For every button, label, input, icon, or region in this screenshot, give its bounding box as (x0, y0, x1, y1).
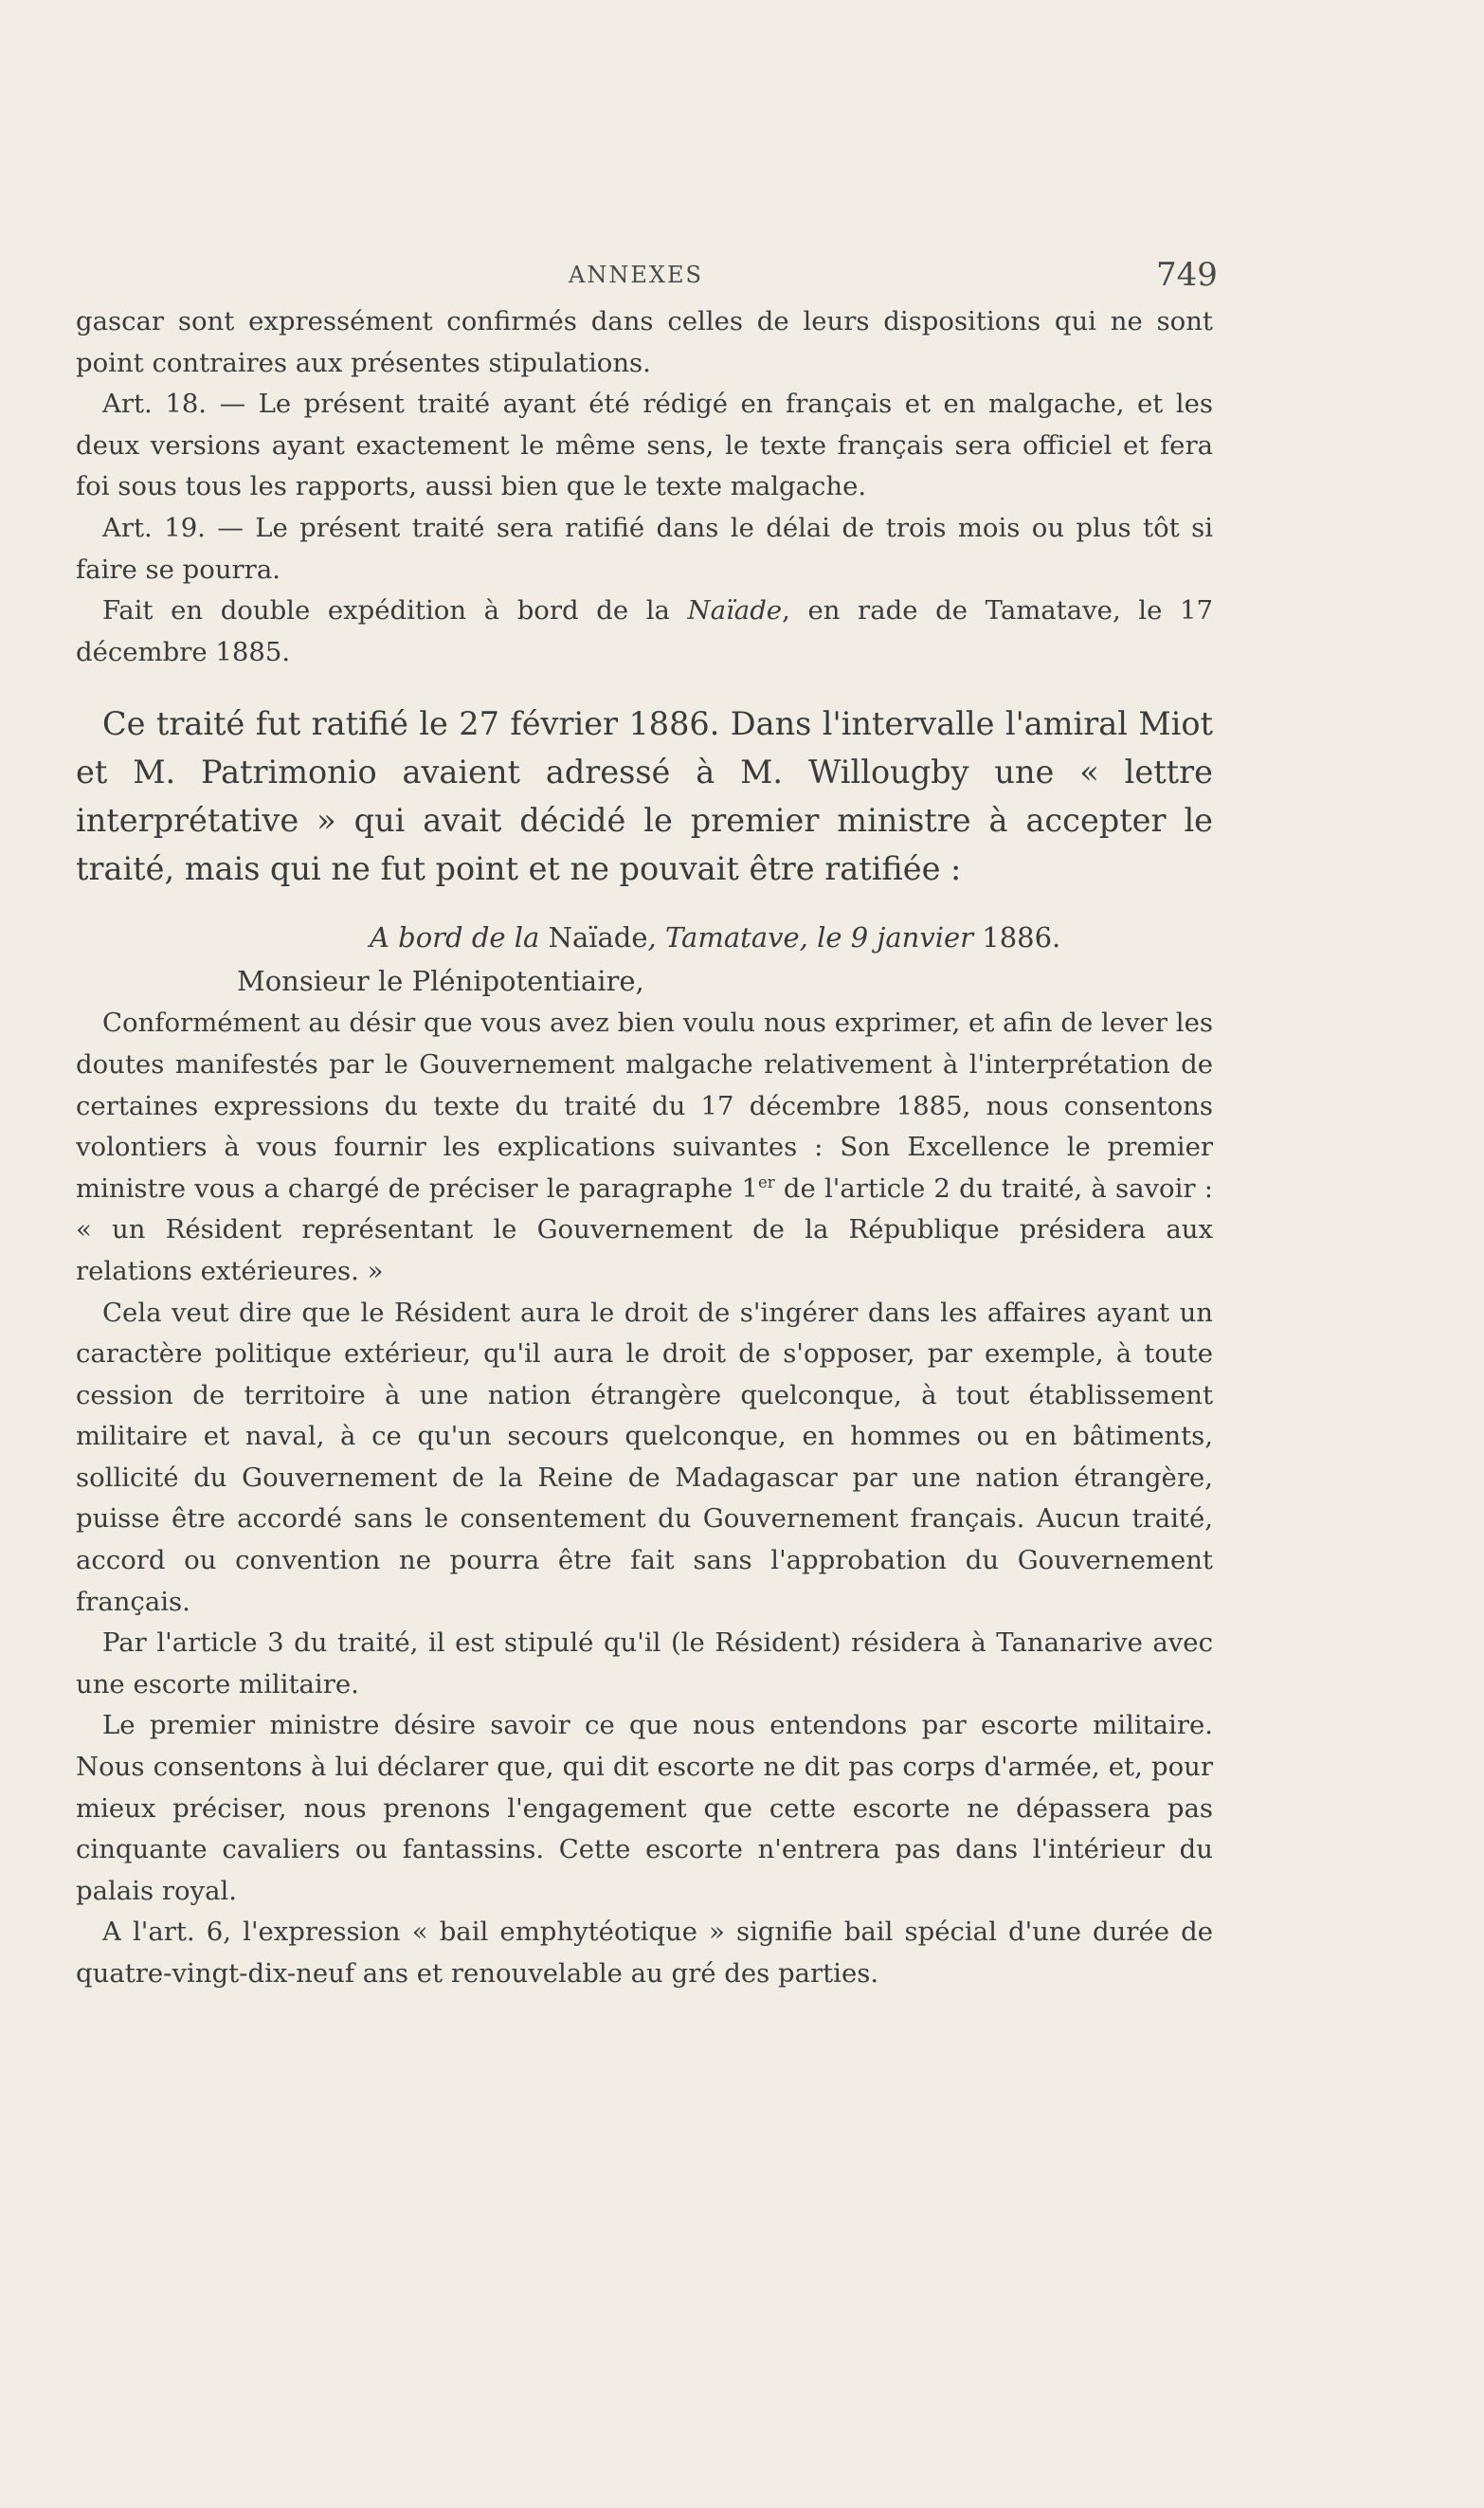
article-18-label: Art. 18. (102, 389, 208, 420)
article-19-label: Art. 19. (102, 512, 206, 543)
article-18 (76, 384, 1213, 508)
letter-paragraph-1-start: Conformément au désir que vous avez bien voulu nous exprimer, et afin de lever les doutes manifestés par le Gouvernement malgache relativement à l'interprétation de certaines expressions du texte du traité du 17 décembre 1885, nous consentons volontiers à vous fournir les explications suivantes : Son Excellence le premier ministre vous a chargé de préciser le paragraphe 1 (76, 1008, 1213, 1204)
article-18-text: — Le présent traité ayant été rédigé en français et en malgache, et les deux versions ayant exactement le même sens, le texte français sera officiel et fera foi sous tous les rapports, aussi bien que le texte malgache. (76, 389, 1213, 502)
ship-name: Naïade (687, 595, 783, 627)
page-header (0, 256, 1484, 294)
signature-line-end: , en rade de Tamatave, le 17 décembre 1885. (76, 595, 1213, 667)
letter-paragraph-1 (76, 1003, 1213, 1292)
letter-dateline (76, 916, 1213, 959)
letter-salutation: Monsieur le Plénipotentiaire, (237, 965, 644, 998)
article-19-text: — Le présent traité sera ratifié dans le délai de trois mois ou plus tôt si faire se pourra. (76, 512, 1214, 585)
ordinal-superscript: er (758, 1172, 775, 1191)
letter-paragraph-1-end: de l'article 2 du traité, à savoir : « un Résident représentant le Gouvernement de la République présidera aux relations extérieures. » (76, 1172, 1213, 1286)
commentary-paragraph: Ce traité fut ratifié le 27 février 1886. Dans l'intervalle l'amiral Miot et M. Patrimonio avaient adressé à M. Willougby une « lettre interprétative » qui avait décidé le premier ministre à accepter le traité, mais qui ne fut point et ne pouvait être ratifiée : (76, 705, 1213, 888)
running-title: ANNEXES (569, 262, 703, 288)
page-body (76, 301, 1213, 1995)
dateline-prefix: A bord de la (370, 921, 549, 954)
article-19 (76, 508, 1213, 591)
treaty-paragraph-continued: gascar sont expressément confirmés dans celles de leurs dispositions qui ne sont point contraires aux présentes stipulations. (76, 306, 1213, 378)
signature-line-start: Fait en double expédition à bord de la (102, 595, 688, 627)
letter-paragraph-5: A l'art. 6, l'expression « bail emphytéotique » signifie bail spécial d'une durée de quatre-vingt-dix-neuf ans et renouvelable au gré des parties. (76, 1917, 1213, 1989)
page-number: 749 (1156, 256, 1218, 294)
dateline-ship: Naïade (548, 921, 648, 954)
letter-paragraph-3: Par l'article 3 du traité, il est stipulé qu'il (le Résident) résidera à Tananarive avec une escorte militaire. (76, 1627, 1213, 1699)
letter-paragraph-2: Cela veut dire que le Résident aura le droit de s'ingérer dans les affaires ayant un caractère politique extérieur, qu'il aura le droit de s'opposer, par exemple, à toute cession de territoire à une nation étrangère quelconque, à tout établissement militaire et naval, à ce qu'un secours quelconque, en hommes ou en bâtiments, sollicité du Gouvernement de la Reine de Madagascar par une nation étrangère, puisse être accordé sans le consentement du Gouvernement français. Aucun traité, accord ou convention ne pourra être fait sans l'approbation du Gouvernement français. (76, 1297, 1213, 1617)
letter-paragraph-4: Le premier ministre désire savoir ce que nous entendons par escorte militaire. Nous consentons à lui déclarer que, qui dit escorte ne dit pas corps d'armée, et, pour mieux préciser, nous prenons l'engagement que cette escorte ne dépassera pas cinquante cavaliers ou fantassins. Cette escorte n'entrera pas dans l'intérieur du palais royal. (76, 1710, 1213, 1906)
dateline-year: 1886. (982, 921, 1061, 954)
dateline-place: , Tamatave, le 9 janvier (647, 921, 983, 954)
treaty-signature-line (76, 591, 1213, 673)
